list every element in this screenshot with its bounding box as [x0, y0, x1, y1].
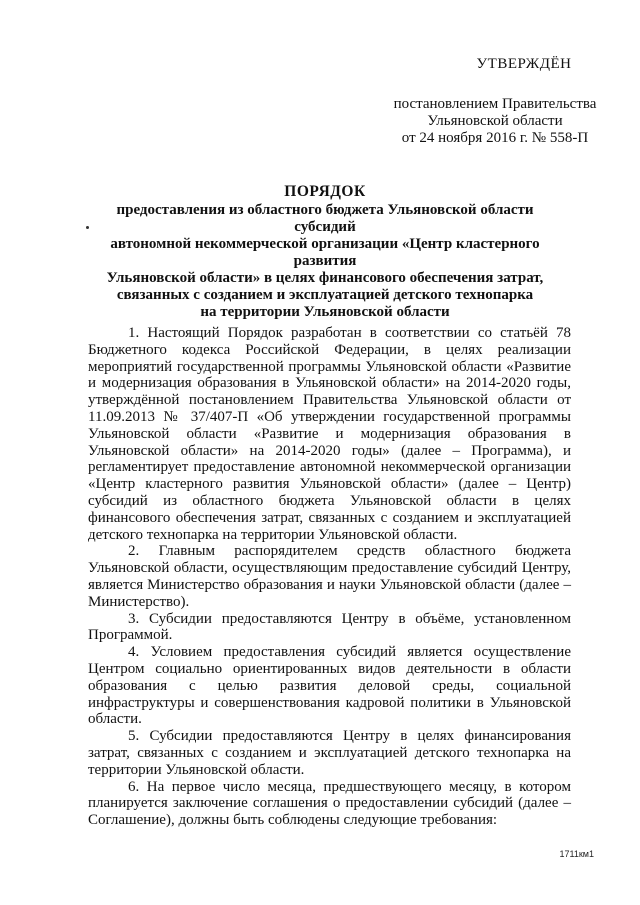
- title-line-2: автономной некоммерческой организации «Центр кластерного развития: [110, 236, 540, 269]
- title-line-1: предоставления из областного бюджета Ульяновской области субсидий: [116, 202, 534, 235]
- title-line-3: Ульяновской области» в целях финансового обеспечения затрат,: [106, 270, 544, 286]
- approval-line-2: Ульяновской области: [427, 113, 563, 129]
- paragraph-4: 4. Условием предоставления субсидий является осуществление Центром социально ориентированных видов деятельности в области образования с целью развития деловой среды, социальной инфраструктуры и совершенствования кадровой политики в Ульяновской области.: [88, 644, 571, 728]
- document-title: [90, 183, 560, 321]
- title-heading: ПОРЯДОК: [284, 183, 366, 200]
- paragraph-5: 5. Субсидии предоставляются Центру в целях финансирования затрат, связанных с созданием и эксплуатацией детского технопарка на территории Ульяновской области.: [88, 728, 571, 778]
- margin-dot: [86, 226, 89, 229]
- document-body: [88, 325, 571, 829]
- title-line-5: на территории Ульяновской области: [200, 304, 450, 320]
- approval-line-1: постановлением Правительства: [393, 96, 597, 112]
- paragraph-6: 6. На первое число месяца, предшествующего месяцу, в котором планируется заключение соглашения о предоставлении субсидий (далее – Соглашение), должны быть соблюдены следующие требования:: [88, 778, 571, 829]
- paragraph-3: 3. Субсидии предоставляются Центру в объёме, установленном Программой.: [88, 610, 571, 644]
- title-line-4: связанных с созданием и эксплуатацией детского технопарка: [116, 287, 534, 303]
- paragraph-1: 1. Настоящий Порядок разработан в соответствии со статьёй 78 Бюджетного кодекса Российской Федерации, в целях реализации мероприятий государственной программы Ульяновской области «Развитие и модернизация образования в Ульяновской области» на 2014-2020 годы, утверждённой постановлением Правительства Ульяновской области от 11.09.2013 № 37/407-П «Об утверждении государственной программы Ульяновской области «Развитие и модернизация образования в Ульяновской области» на 2014-2020 годы» (далее – Программа), и регламентирует предоставление автономной некоммерческой организации «Центр кластерного развития Ульяновской области» (далее – Центр) субсидий из областного бюджета Ульяновской области в целях финансового обеспечения затрат, связанных с созданием и эксплуатацией детского технопарка на территории Ульяновской области.: [88, 325, 571, 543]
- approval-line-3: от 24 ноября 2016 г. № 558-П: [401, 130, 589, 146]
- approval-stamp: [350, 56, 600, 147]
- document-code: 1711км1: [559, 849, 594, 859]
- paragraph-2: 2. Главным распорядителем средств областного бюджета Ульяновской области, осуществляющим предоставление субсидий Центру, является Министерство образования и науки Ульяновской области (далее – Министерство).: [88, 543, 571, 610]
- approved-label: УТВЕРЖДЁН: [476, 56, 572, 72]
